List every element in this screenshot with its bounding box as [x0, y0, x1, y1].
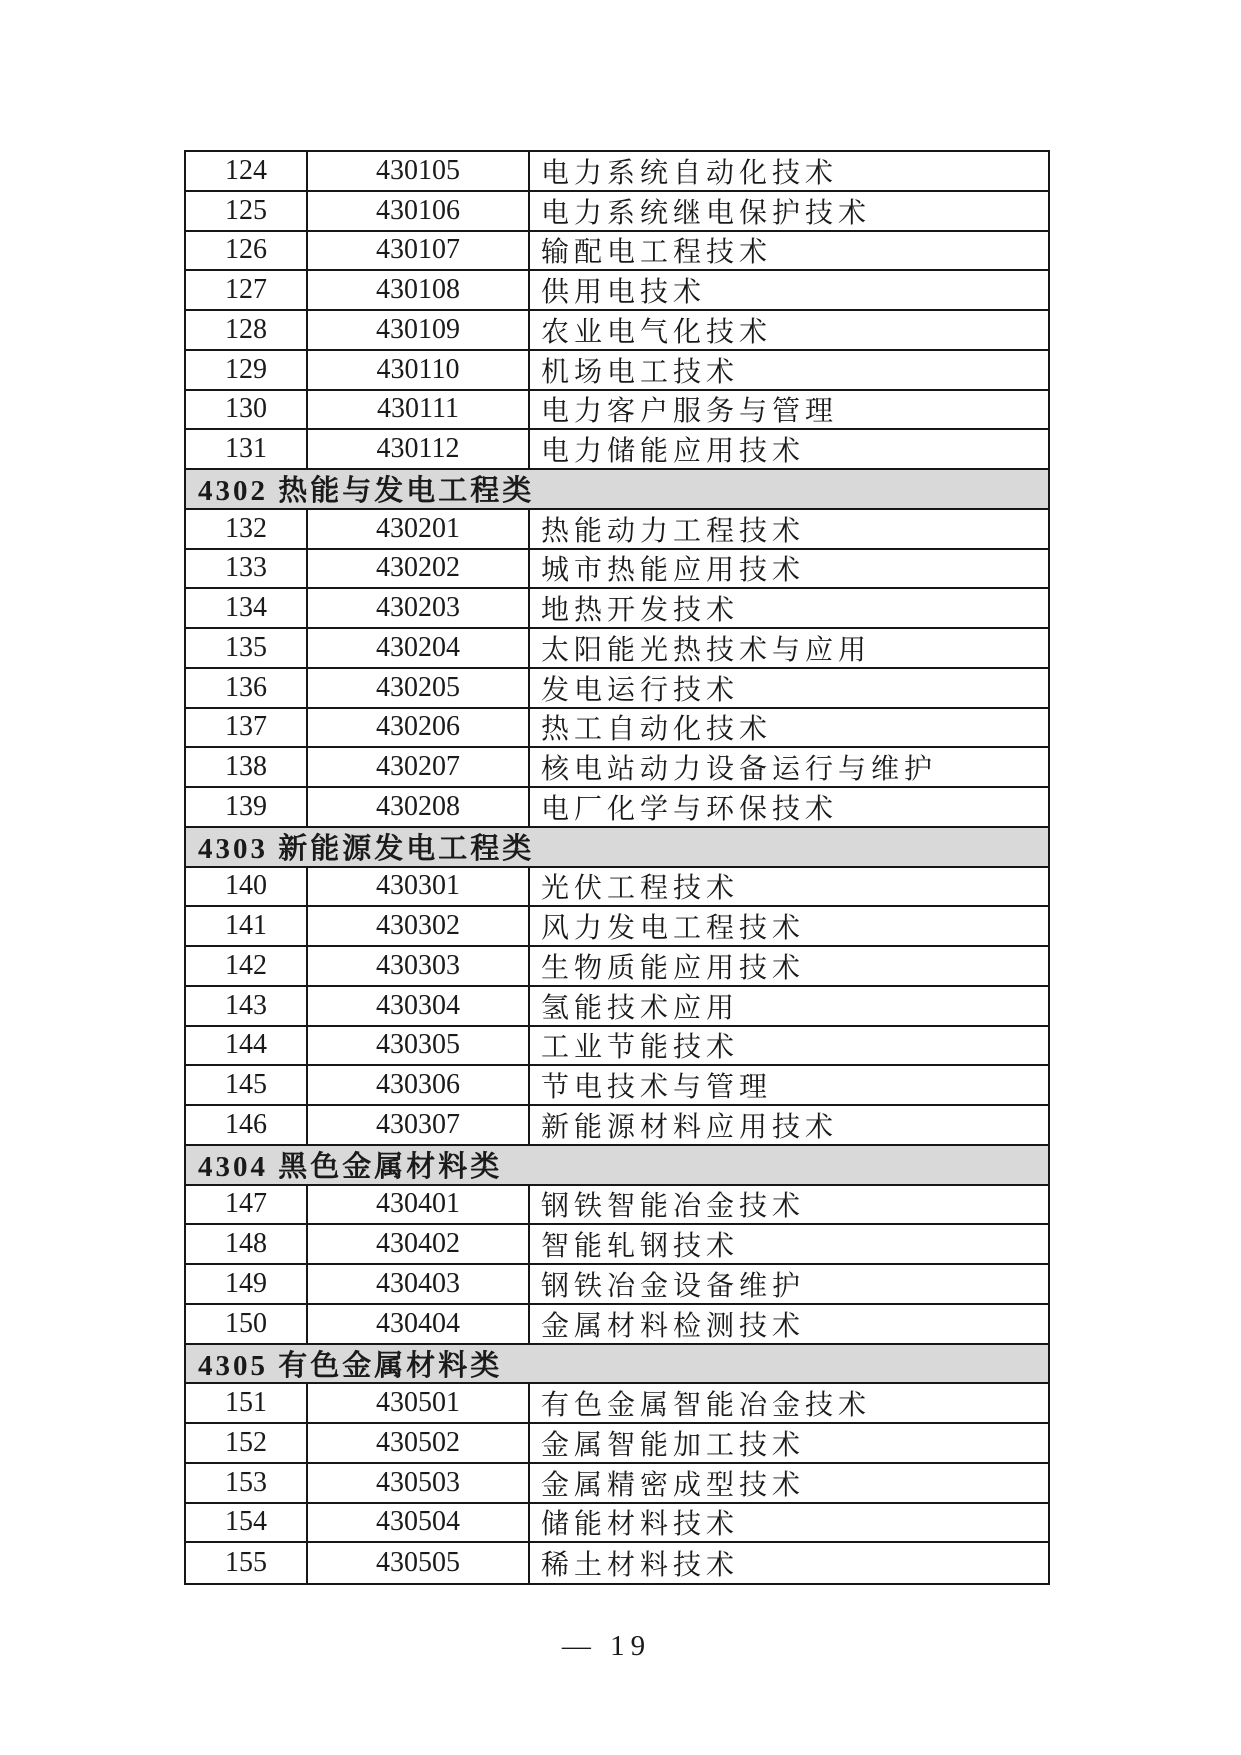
row-number-cell: 130: [186, 391, 308, 429]
major-code-cell: 430305: [308, 1027, 530, 1065]
major-code-cell: 430112: [308, 430, 530, 468]
row-number-cell: 141: [186, 907, 308, 945]
table-row: [186, 271, 1048, 311]
major-code-cell: 430304: [308, 987, 530, 1025]
major-name-cell: 金属智能加工技术: [541, 1429, 806, 1461]
section-header-label: 4305 有色金属材料类: [198, 1349, 503, 1382]
table-row: [186, 1265, 1048, 1305]
major-code-cell: 430108: [308, 271, 530, 309]
major-code-cell: 430110: [308, 351, 530, 389]
row-number-cell: 140: [186, 868, 308, 906]
major-code-cell: 430401: [308, 1186, 530, 1224]
major-code-cell: 430109: [308, 311, 530, 349]
major-name-cell: 氢能技术应用: [541, 992, 740, 1024]
major-code-cell: 430105: [308, 152, 530, 190]
major-code-cell: 430205: [308, 669, 530, 707]
row-number-cell: 135: [186, 629, 308, 667]
row-number-cell: 153: [186, 1464, 308, 1502]
row-number-cell: 142: [186, 947, 308, 985]
major-code-cell: 430204: [308, 629, 530, 667]
row-number-cell: 146: [186, 1106, 308, 1144]
major-code-cell: 430207: [308, 748, 530, 786]
major-name-cell: 储能材料技术: [541, 1509, 740, 1541]
major-code-cell: 430206: [308, 709, 530, 747]
major-name-cell: 电力客户服务与管理: [541, 396, 839, 428]
major-name-cell: 新能源材料应用技术: [541, 1111, 839, 1143]
major-name-cell: 输配电工程技术: [541, 237, 773, 269]
row-number-cell: 127: [186, 271, 308, 309]
row-number-cell: 138: [186, 748, 308, 786]
table-row: [186, 232, 1048, 272]
table-row: [186, 430, 1048, 470]
major-code-cell: 430504: [308, 1504, 530, 1542]
table-row: [186, 709, 1048, 749]
row-number-cell: 134: [186, 589, 308, 627]
row-number-cell: 149: [186, 1265, 308, 1303]
table-row: [186, 589, 1048, 629]
table-row: [186, 351, 1048, 391]
section-header-label: 4304 黑色金属材料类: [198, 1151, 503, 1184]
table-row: [186, 1027, 1048, 1067]
section-header-label: 4303 新能源发电工程类: [198, 833, 535, 866]
table-row: [186, 1543, 1048, 1583]
major-name-cell: 热能动力工程技术: [541, 515, 806, 547]
major-name-cell: 光伏工程技术: [541, 873, 740, 905]
table-row: [186, 1424, 1048, 1464]
row-number-cell: 126: [186, 232, 308, 270]
section-header: [186, 470, 1048, 510]
major-name-cell: 钢铁智能冶金技术: [541, 1191, 806, 1223]
table-row: [186, 1504, 1048, 1544]
section-header: [186, 1345, 1048, 1385]
table-row: [186, 1186, 1048, 1226]
row-number-cell: 125: [186, 192, 308, 230]
table-row: [186, 947, 1048, 987]
section-header: [186, 828, 1048, 868]
table-row: [186, 192, 1048, 232]
major-code-cell: 430404: [308, 1305, 530, 1343]
row-number-cell: 129: [186, 351, 308, 389]
table-row: [186, 868, 1048, 908]
major-name-cell: 供用电技术: [541, 277, 707, 309]
major-code-table: [184, 150, 1050, 1585]
major-code-cell: 430107: [308, 232, 530, 270]
table-row: [186, 907, 1048, 947]
major-name-cell: 金属精密成型技术: [541, 1469, 806, 1501]
row-number-cell: 154: [186, 1504, 308, 1542]
table-row: [186, 987, 1048, 1027]
table-row: [186, 748, 1048, 788]
major-name-cell: 发电运行技术: [541, 674, 740, 706]
major-name-cell: 城市热能应用技术: [541, 555, 806, 587]
major-code-cell: 430302: [308, 907, 530, 945]
major-code-cell: 430202: [308, 550, 530, 588]
major-code-cell: 430301: [308, 868, 530, 906]
section-header-label: 4302 热能与发电工程类: [198, 475, 535, 508]
major-name-cell: 有色金属智能冶金技术: [541, 1390, 872, 1422]
major-name-cell: 机场电工技术: [541, 356, 740, 388]
major-code-cell: 430403: [308, 1265, 530, 1303]
major-name-cell: 智能轧钢技术: [541, 1231, 740, 1263]
table-row: [186, 1384, 1048, 1424]
table-row: [186, 510, 1048, 550]
major-name-cell: 电力储能应用技术: [541, 436, 806, 468]
table-row: [186, 1106, 1048, 1146]
row-number-cell: 155: [186, 1543, 308, 1583]
table-row: [186, 1305, 1048, 1345]
row-number-cell: 143: [186, 987, 308, 1025]
table-row: [186, 669, 1048, 709]
row-number-cell: 147: [186, 1186, 308, 1224]
major-code-cell: 430402: [308, 1225, 530, 1263]
major-name-cell: 太阳能光热技术与应用: [541, 634, 872, 666]
major-code-cell: 430208: [308, 788, 530, 826]
table-row: [186, 391, 1048, 431]
row-number-cell: 136: [186, 669, 308, 707]
row-number-cell: 124: [186, 152, 308, 190]
major-code-cell: 430203: [308, 589, 530, 627]
table-row: [186, 550, 1048, 590]
major-name-cell: 核电站动力设备运行与维护: [541, 754, 938, 786]
section-header: [186, 1146, 1048, 1186]
major-code-cell: 430502: [308, 1424, 530, 1462]
major-name-cell: 生物质能应用技术: [541, 952, 806, 984]
table-row: [186, 1225, 1048, 1265]
major-name-cell: 电力系统自动化技术: [541, 157, 839, 189]
major-name-cell: 电力系统继电保护技术: [541, 197, 872, 229]
major-code-cell: 430501: [308, 1384, 530, 1422]
row-number-cell: 151: [186, 1384, 308, 1422]
major-name-cell: 风力发电工程技术: [541, 913, 806, 945]
major-name-cell: 节电技术与管理: [541, 1072, 773, 1104]
major-name-cell: 工业节能技术: [541, 1032, 740, 1064]
table-row: [186, 629, 1048, 669]
row-number-cell: 139: [186, 788, 308, 826]
table-row: [186, 1066, 1048, 1106]
table-row: [186, 788, 1048, 828]
row-number-cell: 152: [186, 1424, 308, 1462]
major-name-cell: 金属材料检测技术: [541, 1310, 806, 1342]
row-number-cell: 148: [186, 1225, 308, 1263]
row-number-cell: 144: [186, 1027, 308, 1065]
major-name-cell: 地热开发技术: [541, 595, 740, 627]
row-number-cell: 137: [186, 709, 308, 747]
table-row: [186, 1464, 1048, 1504]
major-name-cell: 钢铁冶金设备维护: [541, 1270, 806, 1302]
major-code-cell: 430106: [308, 192, 530, 230]
major-code-cell: 430201: [308, 510, 530, 548]
major-code-cell: 430307: [308, 1106, 530, 1144]
row-number-cell: 145: [186, 1066, 308, 1104]
row-number-cell: 132: [186, 510, 308, 548]
major-code-cell: 430503: [308, 1464, 530, 1502]
major-name-cell: 热工自动化技术: [541, 714, 773, 746]
row-number-cell: 150: [186, 1305, 308, 1343]
row-number-cell: 128: [186, 311, 308, 349]
major-code-cell: 430111: [308, 391, 530, 429]
major-name-cell: 电厂化学与环保技术: [541, 793, 839, 825]
table-row: [186, 311, 1048, 351]
major-code-cell: 430303: [308, 947, 530, 985]
major-name-cell: 农业电气化技术: [541, 316, 773, 348]
row-number-cell: 131: [186, 430, 308, 468]
row-number-cell: 133: [186, 550, 308, 588]
major-code-cell: 430505: [308, 1543, 530, 1583]
major-name-cell: 稀土材料技术: [541, 1550, 740, 1582]
major-code-cell: 430306: [308, 1066, 530, 1104]
page-number: — 19: [561, 1630, 652, 1662]
table-row: [186, 152, 1048, 192]
